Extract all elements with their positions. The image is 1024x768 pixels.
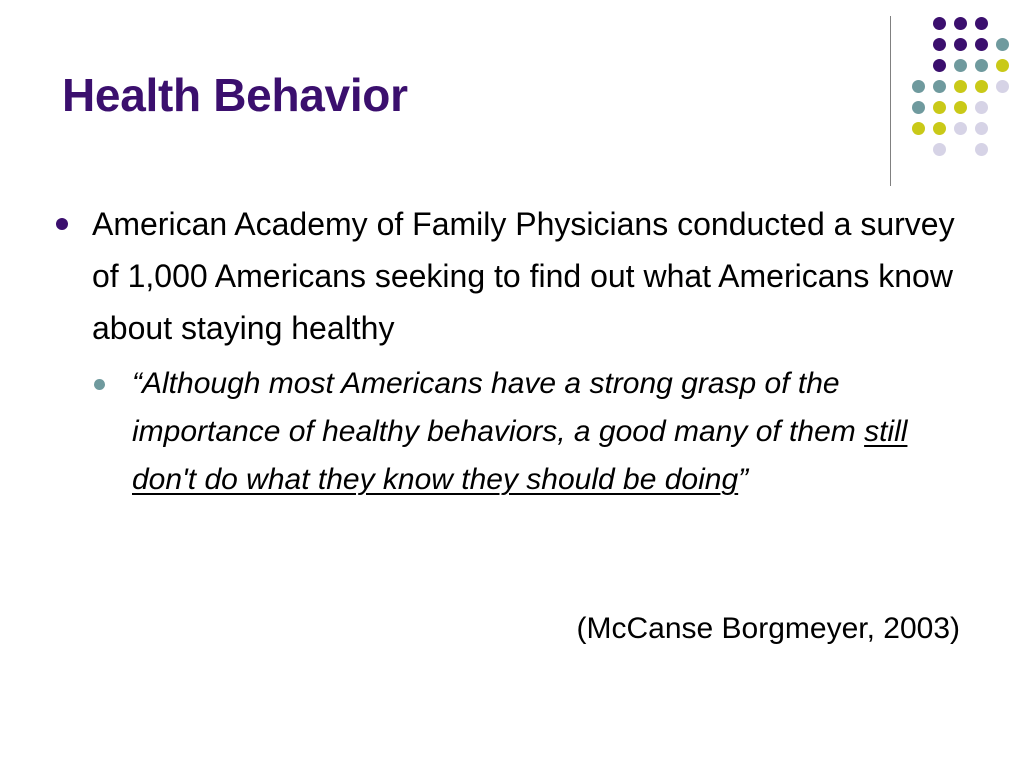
decorative-dot-teal bbox=[933, 80, 946, 93]
decorative-dot-lavender bbox=[975, 101, 988, 114]
decorative-dot-lavender bbox=[954, 122, 967, 135]
citation: (McCanse Borgmeyer, 2003) bbox=[576, 612, 960, 645]
decorative-dot-purple bbox=[975, 38, 988, 51]
sub-bullet-dot-icon bbox=[94, 379, 105, 390]
decorative-dot-teal bbox=[975, 59, 988, 72]
bullet-1-text: American Academy of Family Physicians conducted a survey of 1,000 Americans seeking to find out what Americans know about staying healthy bbox=[92, 206, 955, 346]
quote-open-mark: “ bbox=[132, 367, 142, 400]
decorative-dot-purple bbox=[954, 38, 967, 51]
bullet-level-1 bbox=[52, 198, 972, 354]
decorative-dot-teal bbox=[954, 59, 967, 72]
decorative-dot-yellow bbox=[933, 101, 946, 114]
quote-text: Although most Americans have a strong grasp of the importance of healthy behaviors, a good many of them bbox=[132, 367, 865, 448]
decorative-dot-purple bbox=[954, 17, 967, 30]
decorative-dot-lavender bbox=[975, 143, 988, 156]
decorative-dot-yellow bbox=[954, 101, 967, 114]
decorative-dot-lavender bbox=[975, 122, 988, 135]
decorative-dot-yellow bbox=[912, 122, 925, 135]
decorative-dot-purple bbox=[933, 59, 946, 72]
decorative-dot-teal bbox=[912, 101, 925, 114]
bullet-level-2-quote bbox=[92, 360, 932, 504]
decorative-dot-yellow bbox=[954, 80, 967, 93]
slide-body bbox=[52, 198, 972, 504]
quote-close-mark: ” bbox=[738, 463, 749, 496]
decorative-dot-purple bbox=[975, 17, 988, 30]
title-divider-line bbox=[890, 16, 891, 186]
quote-underlined-text: still don't do what they know they should be doing bbox=[132, 415, 908, 496]
decorative-dot-lavender bbox=[996, 80, 1009, 93]
decorative-dot-yellow bbox=[975, 80, 988, 93]
decorative-dot-teal bbox=[912, 80, 925, 93]
decorative-dot-yellow bbox=[933, 122, 946, 135]
decorative-dot-lavender bbox=[933, 143, 946, 156]
decorative-dot-teal bbox=[996, 38, 1009, 51]
decorative-dot-purple bbox=[933, 17, 946, 30]
bullet-dot-icon bbox=[56, 218, 68, 230]
decorative-dot-purple bbox=[933, 38, 946, 51]
decorative-dot-yellow bbox=[996, 59, 1009, 72]
slide-title: Health Behavior bbox=[62, 69, 408, 121]
